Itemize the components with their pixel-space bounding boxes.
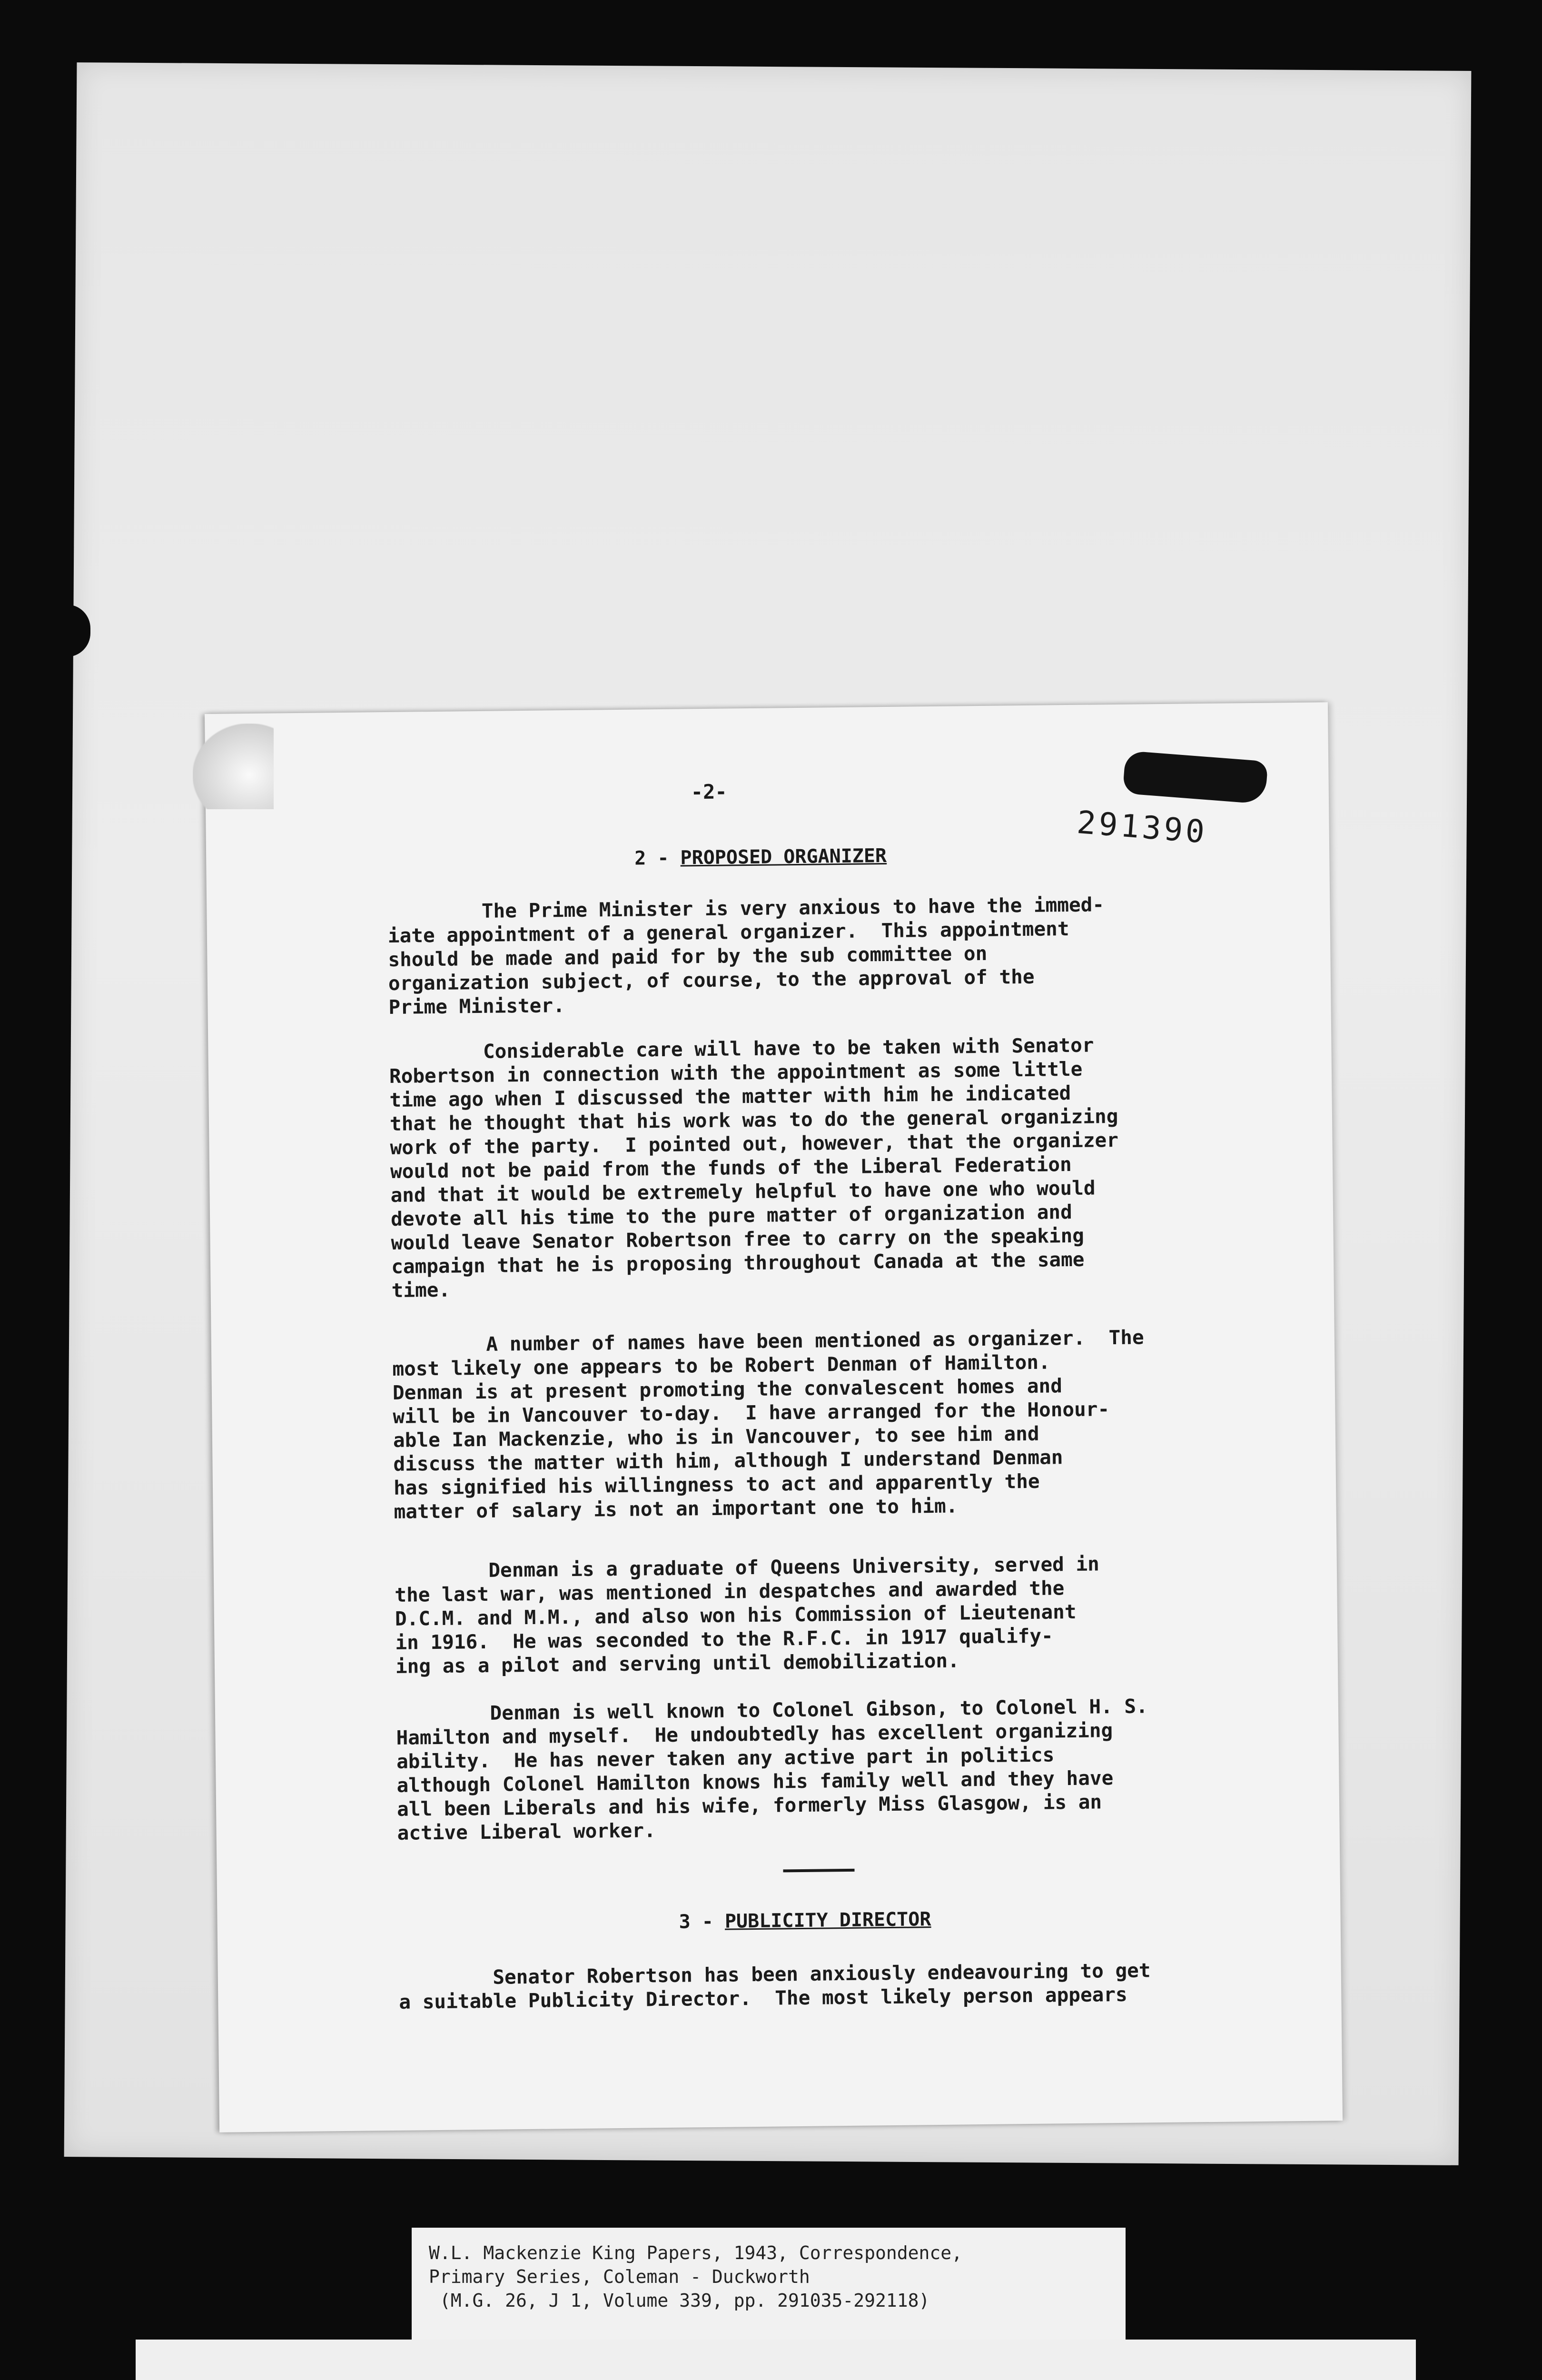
section-divider xyxy=(783,1869,854,1873)
paragraph-denman-background: Denman is a graduate of Queens University, served in the last war, was mentioned in despatches and awarded the D.C.M. and M.M., and also won his Commission of Lieutenant in 1916. He was seconded to the R.F.C. in 1917 qualify- ing as a pilot and serving until demobilization. xyxy=(394,1552,1100,1678)
section-title: PUBLICITY DIRECTOR xyxy=(724,1908,931,1933)
caption-line: (M.G. 26, J 1, Volume 339, pp. 291035-292118) xyxy=(429,2290,930,2311)
paragraph-names-mentioned: A number of names have been mentioned as organizer. The most likely one appears to be Robert Denman of Hamilton. Denman is at present promoting the convalescent homes and will be in Vancouver to-day. I have arranged for the Honour- able Ian Mackenzie, who is in Vancouver, to see him and discuss the matter with him, although I understand Denman has signified his willingness to act and apparently the matter of salary is not an important one to him. xyxy=(392,1326,1144,1523)
page-corner-curl xyxy=(193,724,274,809)
letter-page xyxy=(205,702,1343,2132)
paragraph-denman-known: Denman is well known to Colonel Gibson, to Colonel H. S. Hamilton and myself. He undoubtedly has excellent organizing ability. He has never taken any active part in politics although Colonel Hamilton knows his family well and they have all been Liberals and his wife, formerly Miss Glasgow, is an active Liberal worker. xyxy=(395,1695,1148,1844)
caption-line: W.L. Mackenzie King Papers, 1943, Correspondence, xyxy=(429,2242,963,2263)
paragraph-publicity-director: Senator Robertson has been anxiously endeavouring to get a suitable Publicity Director. The most likely person appears xyxy=(398,1959,1151,2013)
section-heading-publicity xyxy=(679,1908,931,1933)
redaction-mark xyxy=(1122,751,1268,804)
paragraph-senator-robertson: Considerable care will have to be taken with Senator Robertson in connection with the appointment as some little time ago when I discussed the matter with him he indicated that he thought that his work was to do the general organizing work of the party. I pointed out, however, that the organizer would not be paid from the funds of the Liberal Federation and that it would be extremely helpful to have one who would devote all his time to the pure matter of organization and would leave Senator Robertson free to carry on the speaking campaign that he is proposing throughout Canada at the same time. xyxy=(389,1033,1119,1302)
section-number: 2 - xyxy=(634,847,681,870)
page-number: -2- xyxy=(691,780,727,804)
section-heading-organizer xyxy=(634,845,887,870)
archives-banner xyxy=(136,2340,1416,2380)
section-title: PROPOSED ORGANIZER xyxy=(680,845,887,869)
paragraph-appointment: The Prime Minister is very anxious to have the immed- iate appointment of a general organizer. This appointment should be made and paid for by the sub committee on organization subject, of course, to the approval of the Prime Minister. xyxy=(387,893,1105,1019)
collection-caption xyxy=(412,2228,1126,2342)
section-number: 3 - xyxy=(679,1910,725,1933)
archive-stamp-number: 291390 xyxy=(1076,803,1209,851)
caption-line: Primary Series, Coleman - Duckworth xyxy=(429,2266,810,2287)
